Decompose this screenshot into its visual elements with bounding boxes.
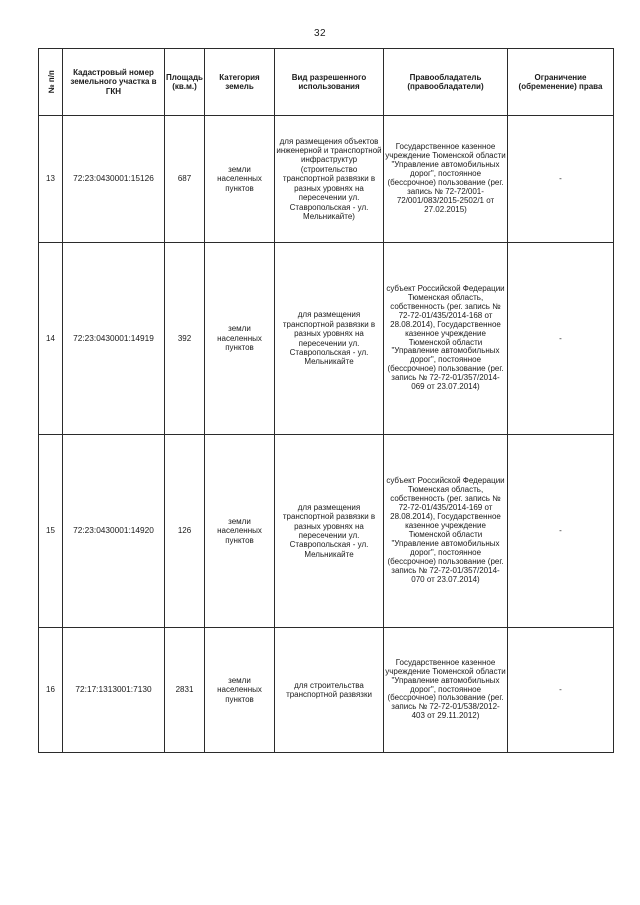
cell-owner: Государственное казенное учреждение Тюменской области "Управление автомобильных дорог", постоянное (бессрочное) пользование (рег. запись № 72-72/001-72/001/083/2015-2502/1 от 27.02.2015)	[384, 116, 508, 243]
table-row	[39, 628, 614, 753]
header-owner: Правообладатель (правообладатели)	[384, 49, 508, 116]
cell-restriction: -	[508, 116, 614, 243]
cell-area: 687	[165, 116, 205, 243]
cell-restriction: -	[508, 628, 614, 753]
header-category: Категория земель	[205, 49, 275, 116]
header-cadastral: Кадастровый номер земельного участка в ГКН	[63, 49, 165, 116]
cell-owner: субъект Российской Федерации Тюменская область, собственность (рег. запись № 72-72-01/435/2014-169 от 28.08.2014), Государственное казенное учреждение Тюменской области "Управление автомобильных дорог", постоянное (бессрочное) пользование (рег. запись № 72-72-01/357/2014-070 от 23.07.2014)	[384, 435, 508, 628]
cell-category: земли населенных пунктов	[205, 243, 275, 435]
cell-area: 2831	[165, 628, 205, 753]
land-plot-table	[38, 48, 614, 753]
page-number: 32	[313, 28, 327, 39]
cell-cadastral: 72:23:0430001:14920	[63, 435, 165, 628]
cell-area: 392	[165, 243, 205, 435]
cell-use: для размещения объектов инженерной и транспортной инфраструктур (строительство транспортной развязки в разных уровнях на пересечении ул. Ставропольская - ул. Мельникайте)	[275, 116, 384, 243]
cell-category: земли населенных пунктов	[205, 435, 275, 628]
cell-num: 13	[39, 116, 63, 243]
cell-category: земли населенных пунктов	[205, 628, 275, 753]
header-use: Вид разрешенного использования	[275, 49, 384, 116]
cell-owner: субъект Российской Федерации Тюменская область, собственность (рег. запись № 72-72-01/435/2014-168 от 28.08.2014), Государственное казенное учреждение Тюменской области "Управление автомобильных дорог", постоянное (бессрочное) пользование (рег. запись № 72-72-01/357/2014-069 от 23.07.2014)	[384, 243, 508, 435]
header-num	[39, 49, 63, 116]
cell-restriction: -	[508, 435, 614, 628]
header-area: Площадь (кв.м.)	[165, 49, 205, 116]
table-row	[39, 116, 614, 243]
cell-use: для размещения транспортной развязки в разных уровнях на пересечении ул. Ставропольская - ул. Мельникайте	[275, 243, 384, 435]
cell-category: земли населенных пунктов	[205, 116, 275, 243]
cell-cadastral: 72:23:0430001:15126	[63, 116, 165, 243]
cell-owner: Государственное казенное учреждение Тюменской области "Управление автомобильных дорог", постоянное (бессрочное) пользование (рег. запись № 72-72-01/538/2012-403 от 29.11.2012)	[384, 628, 508, 753]
header-num-label: № п/п	[46, 70, 56, 94]
header-restriction: Ограничение (обременение) права	[508, 49, 614, 116]
cell-num: 16	[39, 628, 63, 753]
table-row	[39, 243, 614, 435]
cell-use: для строительства транспортной развязки	[275, 628, 384, 753]
cell-num: 15	[39, 435, 63, 628]
table-header-row	[39, 49, 614, 116]
cell-cadastral: 72:23:0430001:14919	[63, 243, 165, 435]
cell-use: для размещения транспортной развязки в разных уровнях на пересечении ул. Ставропольская - ул. Мельникайте	[275, 435, 384, 628]
table-row	[39, 435, 614, 628]
cell-restriction: -	[508, 243, 614, 435]
cell-num: 14	[39, 243, 63, 435]
cell-area: 126	[165, 435, 205, 628]
cell-cadastral: 72:17:1313001:7130	[63, 628, 165, 753]
